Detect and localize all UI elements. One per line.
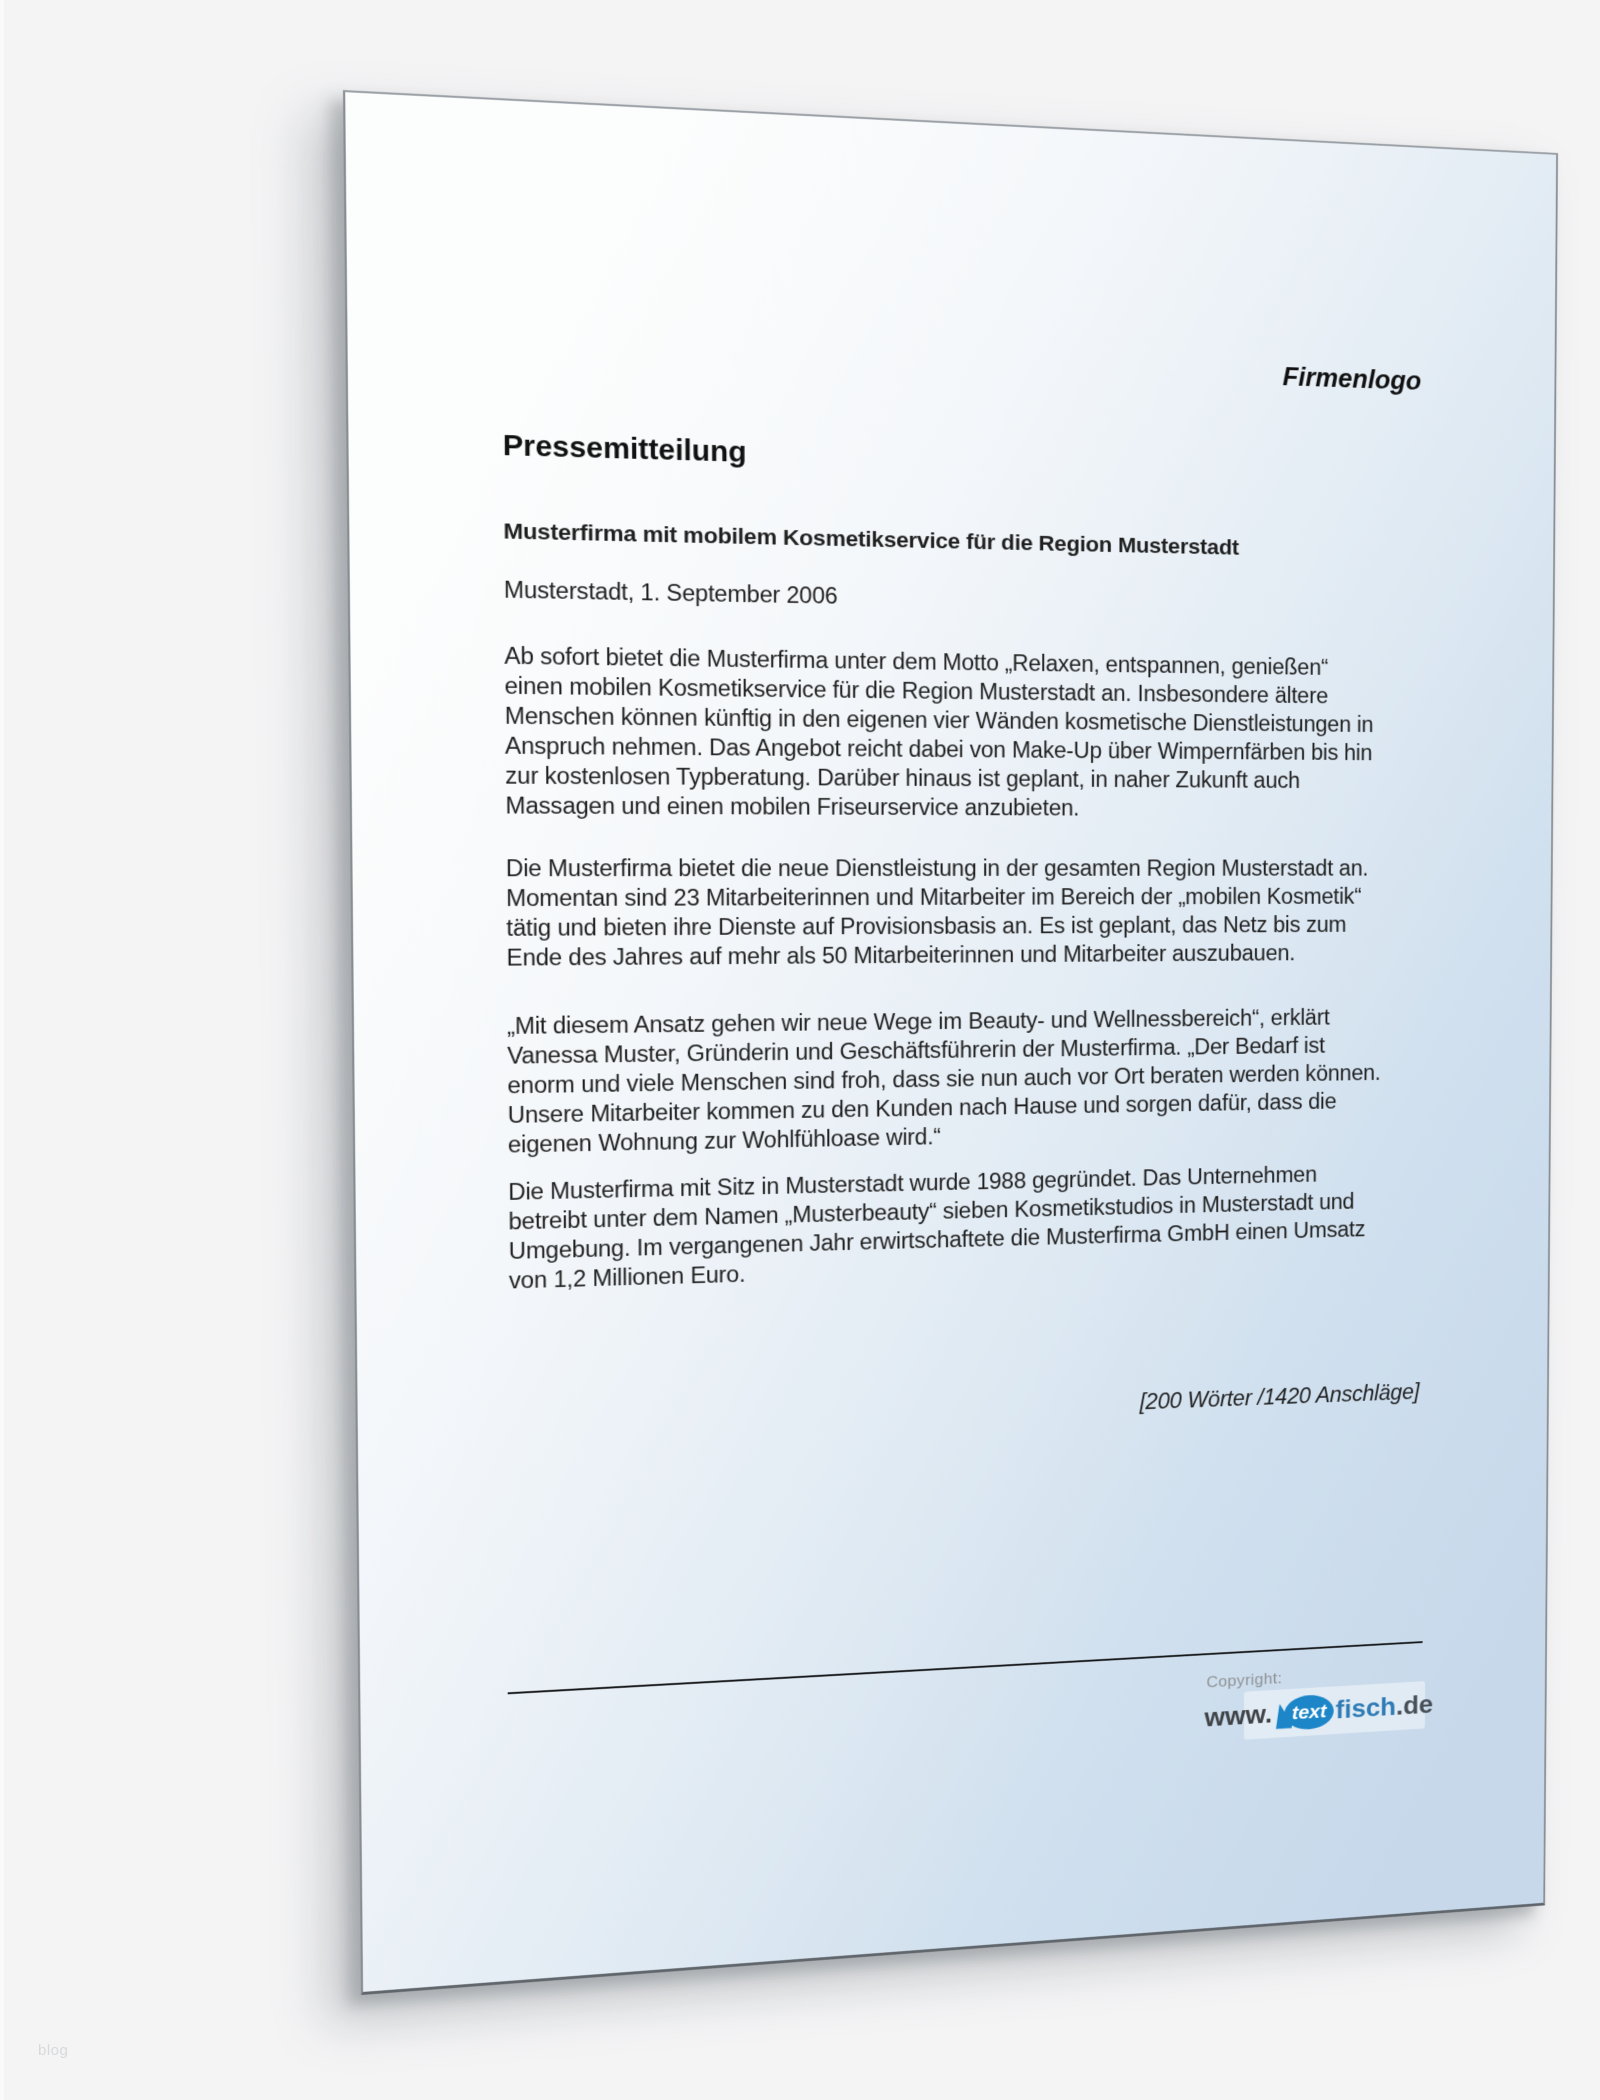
body-paragraph-2: Die Musterfirma bietet die neue Dienstleistung in der gesamten Region Musterstadt an. Momentan sind 23 Mitarbeiterinnen und Mitarbeiter im Bereich der „mobilen Kosmetik“ tätig und bieten ihre Dienste auf Provisionsbasis an. Es ist geplant, das Netz bis zum Ende des Jahres auf mehr als 50 Mitarbeiterinnen und Mitarbeiter auszubauen. — [505, 855, 1369, 971]
press-release-page — [343, 90, 1558, 1995]
logo-url-word: fisch — [1335, 1691, 1397, 1724]
document-type-heading: Pressemitteilung — [502, 429, 747, 469]
background-watermark-label: blog — [38, 2042, 69, 2059]
fish-body-shape — [1284, 1693, 1333, 1730]
press-release-headline: Musterfirma mit mobilem Kosmetikservice für die Region Musterstadt — [503, 518, 1239, 560]
textfisch-logo — [1204, 1684, 1433, 1738]
body-paragraph-4: Die Musterfirma mit Sitz in Musterstadt wurde 1988 gegründet. Das Unternehmen betreibt unter dem Namen „Musterbeauty“ sieben Kosmetikstudios in Musterstadt und Umgebung. Im vergangenen Jahr erwirtschaftete die Musterfirma GmbH einen Umsatz von 1,2 Millionen Euro. — [508, 1161, 1366, 1294]
logo-url-prefix: www. — [1204, 1699, 1273, 1733]
copyright-label: Copyright: — [1206, 1669, 1283, 1692]
company-logo-placeholder: Firmenlogo — [1282, 362, 1422, 396]
body-paragraph-1: Ab sofort bietet die Musterfirma unter dem Motto „Relaxen, entspannen, genießen“ einen mobilen Kosmetikservice für die Region Musterstadt an. Insbesondere ältere Menschen können künftig in den eigenen vier Wänden kosmetische Dienstleistungen in Anspruch nehmen. Das Angebot reicht dabei von Make-Up über Wimpernfärben bis hin zur kostenlosen Typberatung. Darüber hinaus ist geplant, in naher Zukunft auch Massagen und einen mobilen Friseurservice anzubieten. — [504, 642, 1374, 821]
textfisch-fish-icon — [1276, 1693, 1334, 1730]
body-paragraph-3: „Mit diesem Ansatz gehen wir neue Wege im Beauty- und Wellnessbereich“, erklärt Vanessa Muster, Gründerin und Geschäftsführerin der Musterfirma. „Der Bedarf ist enorm und viele Menschen sind froh, dass sie nun auch vor Ort beraten werden können. Unsere Mitarbeiter kommen zu den Kunden nach Hause und sorgen dafür, dass die eigenen Wohnung zur Wohlfühloase wird.“ — [506, 1004, 1381, 1158]
fish-inner-text: text — [1291, 1700, 1327, 1724]
word-count-note: [200 Wörter /1420 Anschläge] — [1139, 1379, 1420, 1415]
screen-left-edge-highlight — [0, 0, 4, 2100]
dateline: Musterstadt, 1. September 2006 — [503, 576, 838, 609]
logo-url-tld: .de — [1395, 1689, 1434, 1721]
footer-divider — [508, 1641, 1423, 1694]
